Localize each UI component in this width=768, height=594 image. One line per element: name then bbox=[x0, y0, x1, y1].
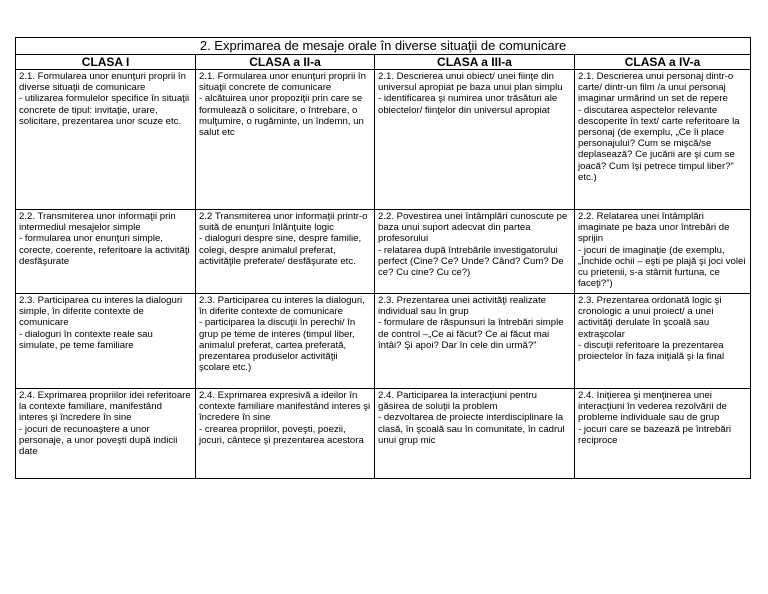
cell-2-1-clasa-3: 2.1. Descrierea unui obiect/ unei fiinţe din universul apropiat pe baza unui plan simplu - identificarea şi numirea unor trăsături ale obiectelor/ fiinţelor din universul apropiat bbox=[375, 70, 575, 210]
header-clasa-3: CLASA a III-a bbox=[375, 55, 575, 70]
cell-2-3-clasa-2: 2.3. Participarea cu interes la dialoguri, în diferite contexte de comunicare - participarea la discuţii în perechi/ în grup pe teme de interes (timpul liber, animalul preferat, cartea preferată, prezentarea produselor activităţii şcolare etc.) bbox=[196, 294, 375, 389]
cell-2-4-clasa-3: 2.4. Participarea la interacţiuni pentru găsirea de soluţii la problem - dezvoltarea de proiecte interdisciplinare la clasă, în şcoală sau în comunitate, în cadrul unui grup mic bbox=[375, 389, 575, 479]
cell-2-2-clasa-4: 2.2. Relatarea unei întâmplări imaginate pe baza unor întrebări de sprijin - jocuri de imaginaţie (de exemplu, „Închide ochii – eşti pe plajă şi joci volei cu prietenii, s-a stârnit furtuna, ce faceţi?”) bbox=[575, 210, 751, 294]
cell-2-1-clasa-2: 2.1. Formularea unor enunţuri proprii în situaţii concrete de comunicare - alcătuirea unor propoziţii prin care se formulează o solicitare, o întrebare, o mulţumire, o rugăminte, un îndemn, un salut etc bbox=[196, 70, 375, 210]
cell-2-2-clasa-2: 2.2 Transmiterea unor informaţii printr-o suită de enunţuri înlănţuite logic - dialoguri despre sine, despre familie, colegi, despre animalul preferat, activităţile preferate/ desfăşurate etc. bbox=[196, 210, 375, 294]
table-row bbox=[16, 294, 751, 389]
cell-2-3-clasa-1: 2.3. Participarea cu interes la dialoguri simple, în diferite contexte de comunicare - dialoguri în contexte reale sau simulate, pe teme familiare bbox=[16, 294, 196, 389]
header-clasa-1: CLASA I bbox=[16, 55, 196, 70]
cell-2-3-clasa-4: 2.3. Prezentarea ordonată logic şi cronologic a unui proiect/ a unei activităţi derulate în şcoală sau extraşcolar - discuţii referitoare la prezentarea proiectelor în faza iniţială şi la final bbox=[575, 294, 751, 389]
cell-2-1-clasa-1: 2.1. Formularea unor enunţuri proprii în diverse situaţii de comunicare - utilizarea formulelor specifice în situaţii concrete de tipul: invitaţie, urare, solicitare, prezentarea unor scuze etc. bbox=[16, 70, 196, 210]
cell-2-4-clasa-2: 2.4. Exprimarea expresivă a ideilor în contexte familiare manifestând interes şi încredere în sine - crearea propriilor, poveşti, poezii, jocuri, cântece şi prezentarea acestora bbox=[196, 389, 375, 479]
header-clasa-2: CLASA a II-a bbox=[196, 55, 375, 70]
table-row bbox=[16, 210, 751, 294]
table-row bbox=[16, 70, 751, 210]
header-clasa-4: CLASA a IV-a bbox=[575, 55, 751, 70]
cell-2-4-clasa-4: 2.4. Iniţierea şi menţinerea unei interacţiuni în vederea rezolvării de probleme individuale sau de grup - jocuri care se bazează pe întrebări reciproce bbox=[575, 389, 751, 479]
table-row bbox=[16, 389, 751, 479]
curriculum-table bbox=[15, 37, 751, 479]
table-title: 2. Exprimarea de mesaje orale în diverse situaţii de comunicare bbox=[16, 38, 751, 55]
cell-2-2-clasa-3: 2.2. Povestirea unei întâmplări cunoscute pe baza unui suport adecvat din partea profesorului - relatarea după întrebările investigatorului perfect (Cine? Ce? Unde? Când? Cum? De ce? Cu cine? Cu ce?) bbox=[375, 210, 575, 294]
header-row bbox=[16, 55, 751, 70]
title-row bbox=[16, 38, 751, 55]
cell-2-3-clasa-3: 2.3. Prezentarea unei activităţi realizate individual sau în grup - formulare de răspunsuri la întrebări simple de control –„Ce ai făcut? Ce ai făcut mai întâi? Şi apoi? Dar în cele din urmă?” bbox=[375, 294, 575, 389]
cell-2-4-clasa-1: 2.4. Exprimarea propriilor idei referitoare la contexte familiare, manifestând interes şi încredere în sine - jocuri de recunoaştere a unor personaje, a unor poveşti după indicii date bbox=[16, 389, 196, 479]
cell-2-1-clasa-4: 2.1. Descrierea unui personaj dintr-o carte/ dintr-un film /a unui personaj imaginar urmărind un set de repere - discutarea aspectelor relevante descoperite în text/ carte referitoare la personaj (de exemplu, „Ce îi place personajului? Cum se mişcă/se deplasează? Ce jucării are şi cum se joacă? Cum îşi petrece timpul liber?” etc.) bbox=[575, 70, 751, 210]
cell-2-2-clasa-1: 2.2. Transmiterea unor informaţii prin intermediul mesajelor simple - formularea unor enunţuri simple, corecte, coerente, referitoare la activităţi desfăşurate bbox=[16, 210, 196, 294]
